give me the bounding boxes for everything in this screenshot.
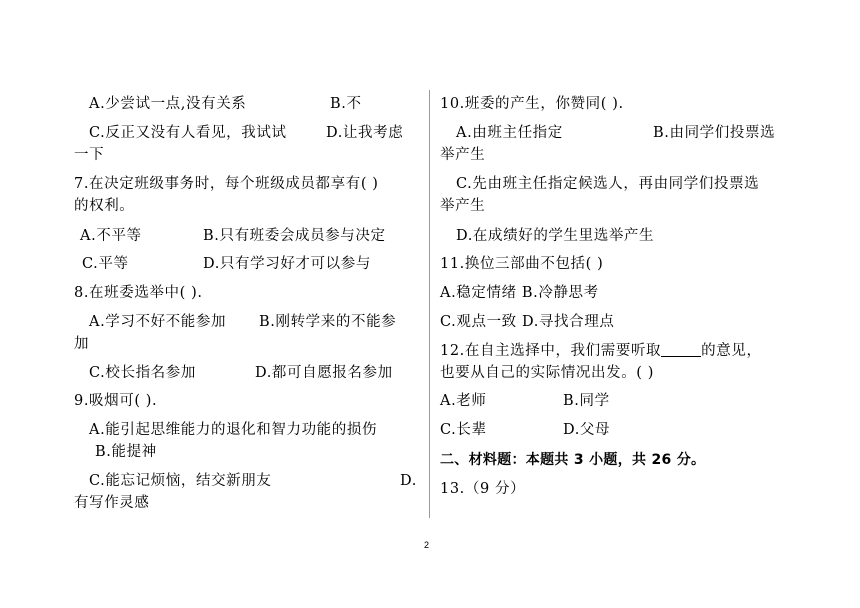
- q8-option-a: A.学习不好不能参加: [89, 314, 227, 330]
- q8-option-d: D.都可自愿报名参加: [255, 365, 393, 381]
- q11-stem: 11.换位三部曲不包括( ): [440, 256, 604, 272]
- q13-heading: 13.（9 分）: [440, 481, 526, 497]
- column-divider: [429, 90, 430, 518]
- section-heading-materials: 二、材料题：本题共 3 小题，共 26 分。: [440, 452, 706, 468]
- q11-options-ab: A.稳定情绪 B.冷静思考: [440, 285, 599, 301]
- q6-option-b: B.不: [330, 96, 362, 112]
- q7-option-d: D.只有学习好才可以参与: [203, 256, 371, 272]
- q12-stem-pre: 12.在自主选择中，我们需要听取: [440, 343, 662, 359]
- q10-option-b: B.由同学们投票选: [653, 125, 776, 141]
- q10-option-a: A.由班主任指定: [456, 125, 563, 141]
- q12-stem-line2: 也要从自己的实际情况出发。( ): [440, 365, 655, 381]
- q9-option-d: D.: [400, 473, 417, 489]
- q9-stem: 9.吸烟可( ).: [74, 393, 158, 409]
- q11-options-cd: C.观点一致 D.寻找合理点: [440, 314, 615, 330]
- q8-stem: 8.在班委选举中( ).: [74, 285, 203, 301]
- q6-option-d-cont: 一下: [74, 147, 105, 163]
- q7-stem-line1: 7.在决定班级事务时，每个班级成员都享有( ): [74, 176, 379, 192]
- q9-option-c: C.能忘记烦恼，结交新朋友: [89, 473, 272, 489]
- q8-option-b-cont: 加: [74, 336, 90, 352]
- q10-option-c: C.先由班主任指定候选人，再由同学们投票选: [456, 176, 760, 192]
- q12-option-d: D.父母: [563, 422, 611, 438]
- q10-stem: 10.班委的产生，你赞同( ).: [440, 96, 624, 112]
- q12-option-a: A.老师: [440, 393, 487, 409]
- q8-option-b: B.刚转学来的不能参: [259, 314, 397, 330]
- q6-option-a: A.少尝试一点,没有关系: [89, 96, 247, 112]
- q12-stem-post: 的意见，: [701, 343, 762, 359]
- q12-answer-blank: [661, 342, 701, 357]
- q9-option-b: B.能提神: [95, 444, 157, 460]
- q7-option-c: C.平等: [82, 256, 129, 272]
- q9-option-a: A.能引起思维能力的退化和智力功能的损伤: [89, 422, 378, 438]
- q12-option-c: C.长辈: [440, 422, 487, 438]
- q10-option-c-cont: 举产生: [440, 198, 486, 214]
- q8-option-c: C.校长指名参加: [89, 365, 196, 381]
- page-number: 2: [424, 540, 430, 550]
- q12-stem-line1: [440, 342, 762, 360]
- q7-option-a: A.不平等: [80, 228, 142, 244]
- q7-stem-line2: 的权利。: [74, 198, 135, 214]
- q7-option-b: B.只有班委会成员参与决定: [203, 228, 386, 244]
- q6-option-d: D.让我考虑: [326, 125, 404, 141]
- q10-option-d: D.在成绩好的学生里选举产生: [456, 228, 655, 244]
- q12-option-b: B.同学: [563, 393, 610, 409]
- q6-option-c: C.反正又没有人看见，我试试: [89, 125, 287, 141]
- q9-option-d-cont: 有写作灵感: [74, 495, 150, 511]
- q10-option-b-cont: 举产生: [440, 147, 486, 163]
